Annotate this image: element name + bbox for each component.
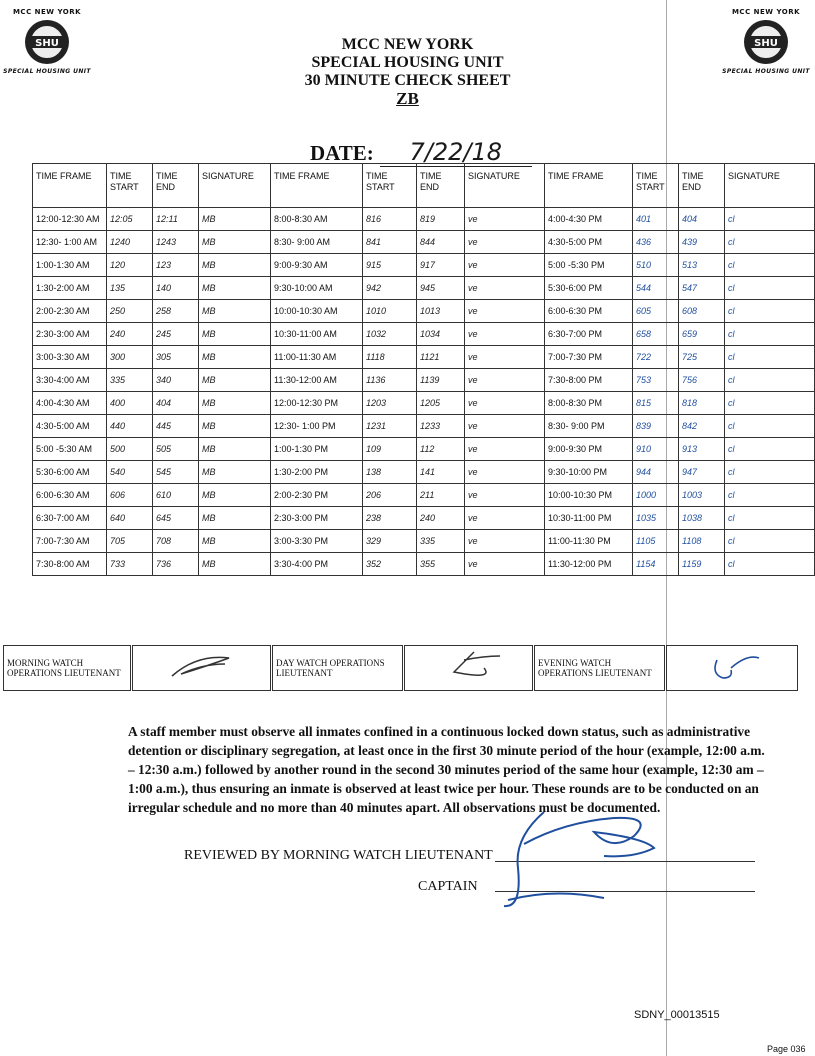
table-cell: 3:30-4:00 PM (271, 553, 363, 576)
table-row (33, 277, 815, 300)
table-cell: 258 (153, 300, 199, 323)
table-cell: 1121 (417, 346, 465, 369)
column-header: TIME FRAME (545, 164, 633, 208)
table-cell: MB (199, 415, 271, 438)
table-cell: cl (725, 231, 815, 254)
table-cell: 352 (363, 553, 417, 576)
table-row (33, 438, 815, 461)
table-cell: 659 (679, 323, 725, 346)
table-cell: 10:00-10:30 AM (271, 300, 363, 323)
table-cell: 645 (153, 507, 199, 530)
table-cell: 8:00-8:30 AM (271, 208, 363, 231)
morning-watch-label: MORNING WATCH OPERATIONS LIEUTENANT (4, 646, 132, 691)
column-header: TIME START (633, 164, 679, 208)
table-cell: 608 (679, 300, 725, 323)
table-cell: 5:30-6:00 AM (33, 461, 107, 484)
lieutenant-signature-icon (494, 808, 694, 912)
table-cell: cl (725, 323, 815, 346)
bates-number: SDNY_00013515 (634, 1009, 720, 1021)
table-cell: 245 (153, 323, 199, 346)
table-cell: 913 (679, 438, 725, 461)
table-cell: 605 (633, 300, 679, 323)
table-row (33, 484, 815, 507)
column-header: TIME START (107, 164, 153, 208)
table-cell: 1000 (633, 484, 679, 507)
table-cell: 112 (417, 438, 465, 461)
table-cell: 12:00-12:30 AM (33, 208, 107, 231)
signature-scribble-icon (697, 650, 767, 684)
table-cell: ve (465, 507, 545, 530)
logo-top-text: MCC NEW YORK (731, 8, 801, 16)
table-cell: 3:00-3:30 AM (33, 346, 107, 369)
table-cell: 841 (363, 231, 417, 254)
table-cell: 722 (633, 346, 679, 369)
table-cell: 915 (363, 254, 417, 277)
table-cell: 844 (417, 231, 465, 254)
table-cell: ve (465, 323, 545, 346)
title-line-1: MCC NEW YORK (341, 36, 474, 53)
table-row (33, 208, 815, 231)
table-cell: 756 (679, 369, 725, 392)
table-cell: MB (199, 461, 271, 484)
table-cell: ve (465, 346, 545, 369)
table-cell: cl (725, 484, 815, 507)
column-header: SIGNATURE (465, 164, 545, 208)
table-cell: 945 (417, 277, 465, 300)
table-cell: 4:00-4:30 AM (33, 392, 107, 415)
table-cell: 335 (417, 530, 465, 553)
table-cell: 513 (679, 254, 725, 277)
table-cell: 1205 (417, 392, 465, 415)
table-cell: 1118 (363, 346, 417, 369)
table-cell: cl (725, 438, 815, 461)
table-cell: MB (199, 300, 271, 323)
table-cell: cl (725, 392, 815, 415)
table-cell: 445 (153, 415, 199, 438)
table-cell: 1032 (363, 323, 417, 346)
evening-watch-signature (666, 646, 798, 691)
table-cell: 1003 (679, 484, 725, 507)
table-cell: ve (465, 484, 545, 507)
table-cell: MB (199, 277, 271, 300)
table-cell: MB (199, 553, 271, 576)
table-cell: 6:30-7:00 AM (33, 507, 107, 530)
table-cell: 7:30-8:00 AM (33, 553, 107, 576)
table-cell: 1139 (417, 369, 465, 392)
table-cell: 815 (633, 392, 679, 415)
table-cell: 11:00-11:30 AM (271, 346, 363, 369)
table-cell: 211 (417, 484, 465, 507)
table-cell: 240 (417, 507, 465, 530)
table-cell: 1108 (679, 530, 725, 553)
table-cell: 505 (153, 438, 199, 461)
table-cell: 401 (633, 208, 679, 231)
table-row (33, 231, 815, 254)
title-line-2: SPECIAL HOUSING UNIT (311, 54, 504, 71)
table-cell: ve (465, 438, 545, 461)
evening-watch-label: EVENING WATCH OPERATIONS LIEUTENANT (534, 646, 666, 691)
column-header: TIME END (153, 164, 199, 208)
table-cell: cl (725, 415, 815, 438)
table-cell: 8:30- 9:00 PM (545, 415, 633, 438)
table-cell: 7:30-8:00 PM (545, 369, 633, 392)
table-cell: cl (725, 346, 815, 369)
table-cell: cl (725, 461, 815, 484)
table-cell: 540 (107, 461, 153, 484)
table-cell: cl (725, 254, 815, 277)
table-cell: 658 (633, 323, 679, 346)
table-cell: 250 (107, 300, 153, 323)
table-cell: 4:30-5:00 PM (545, 231, 633, 254)
table-cell: 1159 (679, 553, 725, 576)
table-cell: 2:00-2:30 AM (33, 300, 107, 323)
table-cell: 1136 (363, 369, 417, 392)
table-cell: 7:00-7:30 PM (545, 346, 633, 369)
table-header-row (33, 164, 815, 208)
table-cell: ve (465, 300, 545, 323)
page-title (0, 36, 815, 108)
table-cell: 1:30-2:00 PM (271, 461, 363, 484)
table-cell: ve (465, 530, 545, 553)
table-cell: 547 (679, 277, 725, 300)
table-cell: 4:00-4:30 PM (545, 208, 633, 231)
table-row (33, 392, 815, 415)
table-cell: MB (199, 507, 271, 530)
table-cell: 141 (417, 461, 465, 484)
table-cell: 842 (679, 415, 725, 438)
column-header: SIGNATURE (199, 164, 271, 208)
table-row (33, 346, 815, 369)
table-cell: 510 (633, 254, 679, 277)
table-cell: 7:00-7:30 AM (33, 530, 107, 553)
table-cell: MB (199, 208, 271, 231)
table-cell: 753 (633, 369, 679, 392)
table-cell: 736 (153, 553, 199, 576)
morning-watch-signature (132, 646, 272, 691)
table-cell: 340 (153, 369, 199, 392)
table-cell: 1203 (363, 392, 417, 415)
table-cell: 12:30- 1:00 PM (271, 415, 363, 438)
table-cell: 135 (107, 277, 153, 300)
page-number: Page 036 (767, 1044, 806, 1054)
table-cell: 819 (417, 208, 465, 231)
table-cell: 2:30-3:00 PM (271, 507, 363, 530)
table-cell: 120 (107, 254, 153, 277)
table-cell: 944 (633, 461, 679, 484)
table-cell: 818 (679, 392, 725, 415)
table-cell: ve (465, 392, 545, 415)
column-header: TIME FRAME (33, 164, 107, 208)
table-cell: 1038 (679, 507, 725, 530)
table-cell: cl (725, 369, 815, 392)
table-cell: 1010 (363, 300, 417, 323)
table-cell: 439 (679, 231, 725, 254)
table-cell: MB (199, 323, 271, 346)
table-cell: ve (465, 277, 545, 300)
table-cell: MB (199, 530, 271, 553)
table-cell: 238 (363, 507, 417, 530)
reviewed-by-label: REVIEWED BY MORNING WATCH LIEUTENANT (184, 848, 493, 863)
date-value: 7/22/18 (380, 138, 532, 167)
table-cell: 10:00-10:30 PM (545, 484, 633, 507)
table-cell: 5:00 -5:30 AM (33, 438, 107, 461)
table-cell: 1:30-2:00 AM (33, 277, 107, 300)
table-row (33, 461, 815, 484)
table-row (33, 530, 815, 553)
table-cell: 138 (363, 461, 417, 484)
logo-seal-text: SHU (754, 38, 778, 49)
table-cell: 12:11 (153, 208, 199, 231)
table-cell: MB (199, 484, 271, 507)
table-cell: 610 (153, 484, 199, 507)
table-cell: 10:30-11:00 AM (271, 323, 363, 346)
column-header: TIME END (417, 164, 465, 208)
table-cell: cl (725, 553, 815, 576)
table-cell: 606 (107, 484, 153, 507)
table-cell: ve (465, 208, 545, 231)
table-cell: 9:00-9:30 PM (545, 438, 633, 461)
table-cell: 9:00-9:30 AM (271, 254, 363, 277)
logo-bottom-text: SPECIAL HOUSING UNIT (3, 68, 91, 75)
table-row (33, 553, 815, 576)
table-cell: 816 (363, 208, 417, 231)
table-cell: 6:30-7:00 PM (545, 323, 633, 346)
table-cell: 5:00 -5:30 PM (545, 254, 633, 277)
table-cell: 1243 (153, 231, 199, 254)
watch-signature-table (3, 645, 798, 691)
table-cell: ve (465, 553, 545, 576)
table-cell: ve (465, 461, 545, 484)
table-cell: 11:30-12:00 PM (545, 553, 633, 576)
date-label: DATE: (310, 141, 374, 165)
table-cell: 335 (107, 369, 153, 392)
table-cell: ve (465, 415, 545, 438)
table-cell: 10:30-11:00 PM (545, 507, 633, 530)
table-cell: 1:00-1:30 AM (33, 254, 107, 277)
table-cell: MB (199, 392, 271, 415)
table-cell: 1105 (633, 530, 679, 553)
table-cell: MB (199, 369, 271, 392)
table-cell: 109 (363, 438, 417, 461)
table-cell: cl (725, 530, 815, 553)
table-cell: 1231 (363, 415, 417, 438)
table-cell: 942 (363, 277, 417, 300)
signature-scribble-icon (434, 650, 504, 684)
column-header: SIGNATURE (725, 164, 815, 208)
table-cell: MB (199, 438, 271, 461)
table-cell: 917 (417, 254, 465, 277)
table-cell: 355 (417, 553, 465, 576)
check-table (32, 163, 815, 576)
table-cell: 436 (633, 231, 679, 254)
table-cell: 725 (679, 346, 725, 369)
table-cell: 12:05 (107, 208, 153, 231)
captain-label: CAPTAIN (418, 879, 478, 894)
table-cell: 705 (107, 530, 153, 553)
day-watch-label: DAY WATCH OPERATIONS LIEUTENANT (272, 646, 404, 691)
table-cell: ve (465, 231, 545, 254)
table-cell: 545 (153, 461, 199, 484)
table-cell: 1035 (633, 507, 679, 530)
instructions-paragraph: A staff member must observe all inmates confined in a continuous locked down status, such as administrative detention or disciplinary segregation, at least once in the first 30 minute period of the hour (example, 12:00 a.m. – 12:30 a.m.) followed by another round in the second 30 minutes period of the same hour (example, 12:30 am – 1:00 a.m.), thus ensuring an inmate is observed at least twice per hour. These rounds are to be conducted on an irregular schedule and no more than 40 minutes apart. All observations must be documented. (128, 724, 765, 815)
table-cell: 440 (107, 415, 153, 438)
table-cell: cl (725, 208, 815, 231)
table-cell: 329 (363, 530, 417, 553)
table-cell: 404 (153, 392, 199, 415)
logo-seal-text: SHU (35, 38, 59, 49)
logo-bottom-text: SPECIAL HOUSING UNIT (722, 68, 810, 75)
table-cell: 1240 (107, 231, 153, 254)
table-cell: ve (465, 254, 545, 277)
table-cell: 240 (107, 323, 153, 346)
table-cell: 3:00-3:30 PM (271, 530, 363, 553)
signature-scribble-icon (167, 652, 237, 682)
table-cell: cl (725, 277, 815, 300)
table-cell: 3:30-4:00 AM (33, 369, 107, 392)
table-cell: 6:00-6:30 PM (545, 300, 633, 323)
table-cell: 123 (153, 254, 199, 277)
table-cell: 12:30- 1:00 AM (33, 231, 107, 254)
table-row (33, 300, 815, 323)
table-cell: ve (465, 369, 545, 392)
table-cell: MB (199, 231, 271, 254)
title-line-3: 30 MINUTE CHECK SHEET (304, 72, 511, 89)
table-cell: 2:00-2:30 PM (271, 484, 363, 507)
table-cell: 500 (107, 438, 153, 461)
table-cell: cl (725, 507, 815, 530)
table-cell: 300 (107, 346, 153, 369)
table-row (33, 369, 815, 392)
table-cell: 5:30-6:00 PM (545, 277, 633, 300)
table-cell: MB (199, 254, 271, 277)
table-cell: 544 (633, 277, 679, 300)
logo-top-text: MCC NEW YORK (12, 8, 82, 16)
table-cell: 1:00-1:30 PM (271, 438, 363, 461)
table-cell: 6:00-6:30 AM (33, 484, 107, 507)
table-cell: 1154 (633, 553, 679, 576)
table-cell: 1013 (417, 300, 465, 323)
table-row (33, 415, 815, 438)
table-cell: 400 (107, 392, 153, 415)
table-cell: 305 (153, 346, 199, 369)
table-cell: 11:30-12:00 AM (271, 369, 363, 392)
table-cell: 947 (679, 461, 725, 484)
table-cell: 733 (107, 553, 153, 576)
column-header: TIME FRAME (271, 164, 363, 208)
table-cell: 206 (363, 484, 417, 507)
column-header: TIME END (679, 164, 725, 208)
table-cell: 9:30-10:00 AM (271, 277, 363, 300)
unit-code: ZB (396, 89, 419, 108)
table-cell: 9:30-10:00 PM (545, 461, 633, 484)
table-cell: MB (199, 346, 271, 369)
column-header: TIME START (363, 164, 417, 208)
table-cell: 12:00-12:30 PM (271, 392, 363, 415)
table-cell: 640 (107, 507, 153, 530)
day-watch-signature (404, 646, 534, 691)
table-cell: 708 (153, 530, 199, 553)
table-cell: cl (725, 300, 815, 323)
table-cell: 11:00-11:30 PM (545, 530, 633, 553)
table-cell: 404 (679, 208, 725, 231)
table-row (33, 507, 815, 530)
table-cell: 910 (633, 438, 679, 461)
table-row (33, 254, 815, 277)
table-cell: 8:00-8:30 PM (545, 392, 633, 415)
table-cell: 8:30- 9:00 AM (271, 231, 363, 254)
table-cell: 140 (153, 277, 199, 300)
table-row (33, 323, 815, 346)
table-cell: 2:30-3:00 AM (33, 323, 107, 346)
table-cell: 1233 (417, 415, 465, 438)
table-cell: 4:30-5:00 AM (33, 415, 107, 438)
table-cell: 839 (633, 415, 679, 438)
table-cell: 1034 (417, 323, 465, 346)
